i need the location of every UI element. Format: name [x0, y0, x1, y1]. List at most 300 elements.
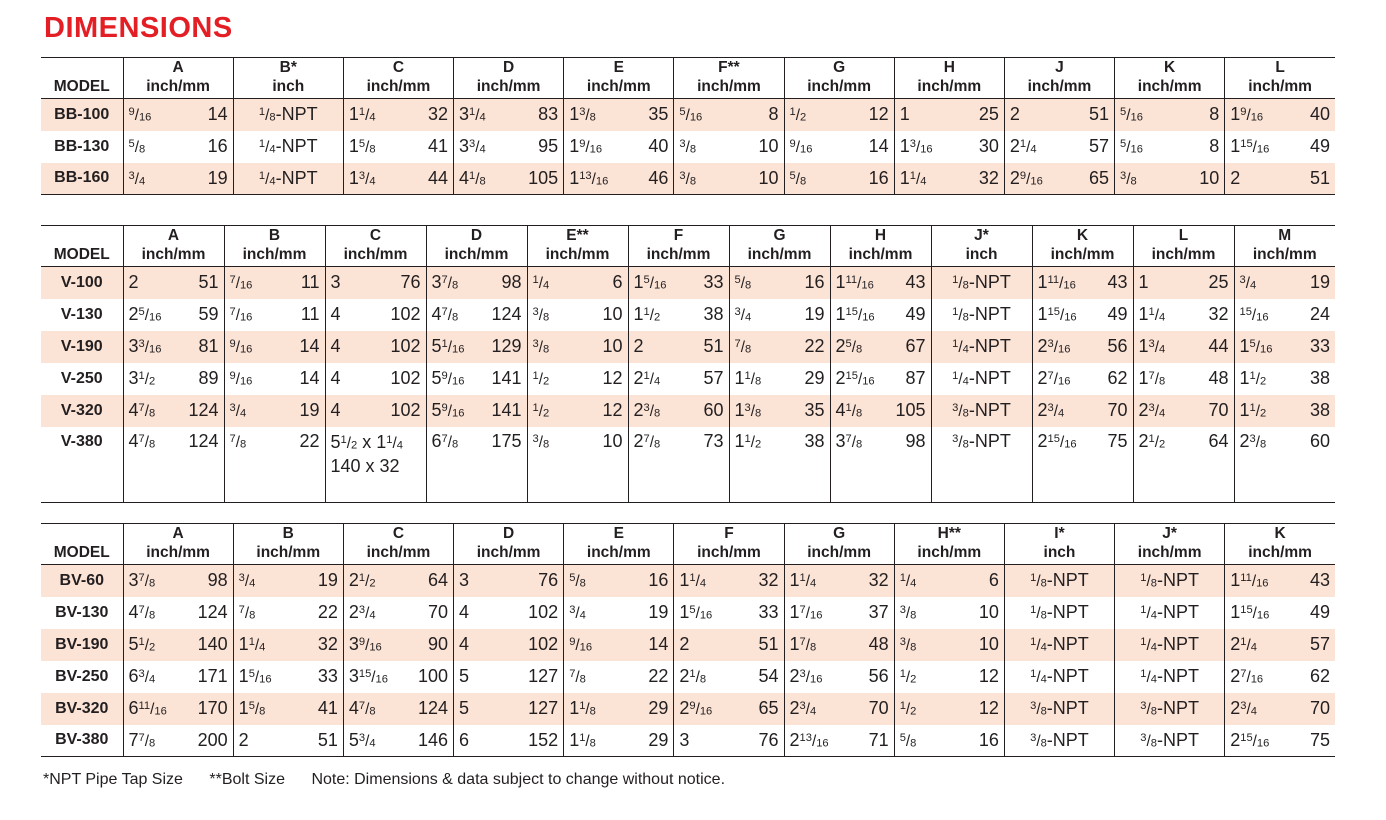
inch-value: 4 [459, 634, 470, 654]
inch-value: $^5/_8$ [899, 731, 917, 750]
npt-value: $^3/_8$-NPT [1030, 698, 1089, 718]
table-row [41, 131, 1335, 163]
value-cell [1115, 693, 1225, 725]
mm-value: 41 [317, 698, 338, 718]
value-cell [1234, 331, 1335, 363]
mm-value: 24 [1309, 304, 1330, 324]
inch-value: $^7/_8$ [238, 603, 256, 622]
value-cell [233, 629, 343, 661]
table-row [41, 629, 1335, 661]
inch-value: $1^5/_{16}$ [1239, 336, 1273, 356]
value-cell [931, 331, 1032, 363]
model-column-header: MODEL [41, 58, 123, 99]
table-row [41, 99, 1335, 131]
value-cell [454, 131, 564, 163]
column-letter: L [1275, 59, 1285, 76]
inch-value: 2 [1009, 104, 1020, 125]
mm-value: 6 [988, 570, 999, 591]
value-cell [894, 163, 1004, 195]
column-letter: H [874, 227, 887, 244]
value-cell [1004, 163, 1114, 195]
mm-value: 10 [1199, 167, 1220, 188]
value-cell [894, 629, 1004, 661]
value-cell [343, 629, 453, 661]
model-cell: V-250 [60, 369, 103, 387]
column-unit: inch/mm [586, 544, 651, 561]
inch-value: 2 [238, 729, 249, 750]
model-column-header: MODEL [41, 524, 123, 565]
value-cell [628, 363, 729, 395]
mm-value: 56 [1107, 336, 1128, 356]
value-cell [123, 131, 233, 163]
mm-value: 25 [1208, 272, 1229, 293]
column-header-4 [564, 58, 674, 99]
mm-value: 170 [197, 698, 228, 718]
inch-value: $^1/_2$ [532, 369, 550, 388]
value-cell [325, 363, 426, 395]
value-cell [343, 693, 453, 725]
value-cell [454, 725, 564, 757]
column-letter: A [172, 525, 184, 542]
inch-value: $^7/_8$ [734, 337, 752, 356]
inch-value: $1^{13}/_{16}$ [569, 167, 609, 188]
value-cell [454, 629, 564, 661]
mm-value: 12 [978, 666, 999, 686]
npt-value: $^1/_4$-NPT [1140, 666, 1199, 686]
value-cell [674, 99, 784, 131]
column-letter: H** [937, 525, 961, 542]
inch-value: $^9/_{16}$ [128, 106, 152, 125]
dimensions-table-bb [41, 57, 1335, 195]
mm-value: 62 [1107, 368, 1128, 388]
mm-value: 124 [491, 304, 522, 324]
inch-value: $^3/_8$ [532, 337, 550, 356]
mm-value: 19 [648, 602, 669, 622]
inch-value: 4 [459, 602, 470, 622]
column-header-10 [1225, 524, 1335, 565]
inch-value: $^1/_2$ [899, 699, 917, 718]
inch-value: $4^7/_8$ [348, 698, 376, 718]
value-cell [830, 395, 931, 427]
inch-value: $1^3/_8$ [734, 400, 762, 420]
value-cell [1234, 299, 1335, 331]
column-letter: J* [1162, 525, 1177, 542]
value-cell [1225, 565, 1335, 597]
value-cell [1115, 131, 1225, 163]
column-header-4 [527, 226, 628, 267]
table-row [41, 363, 1335, 395]
value-cell [1225, 725, 1335, 757]
inch-value: $^1/_4$ [899, 572, 917, 591]
inch-value: 6 [459, 729, 470, 750]
column-header-8 [931, 226, 1032, 267]
value-cell [343, 99, 453, 131]
mm-value: 64 [427, 570, 449, 591]
value-cell [564, 693, 674, 725]
column-unit: inch/mm [256, 544, 321, 561]
mm-value: 14 [648, 634, 669, 654]
column-unit: inch/mm [242, 246, 307, 263]
mm-value: 41 [427, 136, 449, 156]
model-cell: BB-160 [41, 163, 123, 195]
value-cell [628, 427, 729, 503]
inch-value: $^3/_8$ [899, 635, 917, 654]
mm-value: 200 [197, 729, 228, 750]
inch-value: $^5/_{16}$ [679, 106, 703, 125]
mm-value: 19 [804, 304, 825, 324]
mm-value: 70 [427, 602, 449, 622]
inch-value: 4 [330, 368, 341, 388]
mm-value: 54 [758, 666, 779, 686]
mm-value: 102 [528, 634, 559, 654]
mm-value: 19 [299, 400, 320, 420]
mm-value: 49 [1107, 304, 1128, 324]
inch-value: $1^1/_8$ [569, 698, 596, 718]
column-letter: D [470, 227, 483, 244]
value-cell [564, 597, 674, 629]
footnote-note: Note: Dimensions & data subject to change without notice. [311, 771, 726, 788]
model-column-header: MODEL [41, 226, 123, 267]
value-cell [123, 565, 233, 597]
inch-value: $3^7/_8$ [431, 272, 459, 293]
npt-value: $^1/_4$-NPT [258, 167, 318, 188]
column-unit: inch/mm [917, 544, 982, 561]
value-cell [224, 427, 325, 503]
inch-value: $^3/_8$ [899, 603, 917, 622]
value-cell [1004, 597, 1114, 629]
column-header-9 [1115, 58, 1225, 99]
value-cell [830, 267, 931, 299]
mm-value: 141 [491, 400, 522, 420]
value-cell [564, 131, 674, 163]
inch-value: $1^{15}/_{16}$ [1230, 136, 1270, 156]
mm-value: 25 [978, 104, 999, 125]
value-cell [527, 395, 628, 427]
mm-value: 76 [400, 272, 421, 293]
mm-value: 30 [978, 136, 999, 156]
mm-value: 22 [299, 430, 320, 451]
table-row [41, 299, 1335, 331]
mm-value: 127 [528, 666, 559, 686]
mm-value: 89 [198, 368, 219, 388]
column-unit: inch/mm [646, 246, 711, 263]
value-cell [1032, 267, 1133, 299]
value-cell [564, 629, 674, 661]
mm-value: 19 [1309, 272, 1330, 293]
mm-value: 127 [528, 698, 559, 718]
inch-value: $^5/_8$ [734, 274, 752, 293]
mm-value: 10 [978, 634, 999, 654]
mm-value: 140 x 32 [330, 455, 400, 476]
value-cell [123, 597, 233, 629]
value-cell [454, 693, 564, 725]
mm-value: 32 [978, 167, 999, 188]
inch-value: $^1/_2$ [532, 401, 550, 420]
value-cell [343, 565, 453, 597]
value-cell [1225, 661, 1335, 693]
inch-value: $5^3/_4$ [348, 729, 376, 750]
table-row [41, 267, 1335, 299]
mm-value: 98 [501, 272, 522, 293]
column-header-7 [830, 226, 931, 267]
table-row [41, 725, 1335, 757]
mm-value: 8 [768, 104, 779, 125]
mm-value: 152 [528, 729, 559, 750]
column-unit: inch/mm [1027, 78, 1092, 95]
inch-value: $1^1/_4$ [348, 104, 376, 125]
dimensions-table-v [41, 225, 1335, 503]
mm-value: 38 [703, 304, 724, 324]
model-cell: BV-320 [41, 693, 123, 725]
column-letter: J [1055, 59, 1064, 76]
mm-value: 14 [299, 336, 320, 356]
mm-value: 49 [1309, 136, 1330, 156]
value-cell [830, 427, 931, 503]
value-cell [628, 331, 729, 363]
value-cell [527, 267, 628, 299]
value-cell [674, 131, 784, 163]
inch-value: $2^3/_4$ [1138, 400, 1166, 420]
value-cell [1133, 363, 1234, 395]
inch-value: $2^1/_2$ [348, 570, 376, 591]
mm-value: 62 [1309, 666, 1330, 686]
value-cell [1225, 99, 1335, 131]
value-cell [123, 693, 233, 725]
value-cell [123, 363, 224, 395]
value-cell [224, 395, 325, 427]
value-cell [454, 661, 564, 693]
column-header-3 [454, 58, 564, 99]
mm-value: 70 [1107, 400, 1128, 420]
inch-value: $1^1/_2$ [633, 304, 661, 324]
inch-value: $1^1/_4$ [1138, 304, 1166, 324]
inch-value: $^{15}/_{16}$ [1239, 305, 1269, 324]
column-letter: F [724, 525, 734, 542]
mm-value: 83 [538, 104, 559, 125]
inch-value: $2^3/_{16}$ [1037, 336, 1071, 356]
inch-value: $2^3/_4$ [1037, 400, 1065, 420]
npt-value: $^1/_8$-NPT [258, 104, 318, 125]
mm-value: 10 [602, 336, 623, 356]
mm-value: 32 [427, 104, 449, 125]
inch-value: 4 [330, 304, 341, 324]
mm-value: 51 [198, 272, 219, 293]
inch-value: $2^3/_4$ [348, 602, 376, 622]
column-letter: M [1278, 227, 1292, 244]
inch-value: 5 [459, 666, 470, 686]
value-cell [224, 363, 325, 395]
value-cell [674, 661, 784, 693]
mm-value: 51 [317, 729, 338, 750]
inch-value: 4 [330, 336, 341, 356]
inch-value: $2^7/_8$ [633, 430, 661, 451]
inch-value: $^5/_8$ [569, 572, 586, 591]
column-unit: inch/mm [917, 78, 982, 95]
mm-value: 40 [648, 136, 669, 156]
value-cell [325, 267, 426, 299]
value-cell [729, 395, 830, 427]
table-row [41, 565, 1335, 597]
npt-value: $^3/_8$-NPT [952, 400, 1011, 420]
inch-value: $1^9/_{16}$ [1230, 104, 1264, 125]
column-header-8 [1004, 58, 1114, 99]
column-letter: D [503, 59, 515, 76]
mm-value: 32 [1208, 304, 1229, 324]
mm-value: 124 [188, 400, 219, 420]
mm-value: 46 [648, 167, 669, 188]
inch-value: 1 [899, 104, 910, 125]
column-header-7 [894, 524, 1004, 565]
inch-value: $3^1/_4$ [459, 104, 486, 125]
inch-value: $2^3/_4$ [1230, 698, 1257, 718]
mm-value: 67 [905, 336, 926, 356]
value-cell [224, 299, 325, 331]
inch-value: $1^5/_{16}$ [633, 272, 667, 293]
mm-value: 38 [804, 430, 825, 451]
value-cell [674, 565, 784, 597]
value-cell [1004, 693, 1114, 725]
column-header-9 [1115, 524, 1225, 565]
inch-value: $1^{11}/_{16}$ [1230, 570, 1269, 591]
inch-value: $1^7/_8$ [1138, 368, 1166, 388]
inch-value: $3^{15}/_{16}$ [348, 666, 388, 686]
value-cell [224, 331, 325, 363]
mm-value: 51 [758, 634, 779, 654]
model-cell: BV-60 [41, 565, 123, 597]
inch-value: $5^9/_{16}$ [431, 400, 465, 420]
inch-value: $1^7/_{16}$ [789, 602, 823, 622]
inch-value: $3^9/_{16}$ [348, 634, 382, 654]
column-header-5 [628, 226, 729, 267]
value-cell [1004, 99, 1114, 131]
value-cell [1004, 725, 1114, 757]
model-cell: V-380 [41, 427, 123, 503]
model-cell: BB-130 [54, 137, 110, 155]
inch-value: $^3/_4$ [128, 169, 146, 188]
inch-value: $3^7/_8$ [128, 570, 156, 591]
value-cell [1004, 131, 1114, 163]
mm-value: 19 [317, 570, 338, 591]
value-cell [1133, 427, 1234, 503]
column-unit: inch/mm [747, 246, 812, 263]
mm-value: 16 [207, 136, 228, 156]
column-unit: inch/mm [586, 78, 651, 95]
value-cell [1115, 565, 1225, 597]
value-cell [1115, 629, 1225, 661]
column-header-1 [233, 524, 343, 565]
value-cell [1032, 331, 1133, 363]
model-cell: BV-250 [55, 667, 109, 685]
value-cell [674, 163, 784, 195]
value-cell [123, 331, 224, 363]
value-cell [1133, 331, 1234, 363]
value-cell [233, 597, 343, 629]
mm-value: 105 [528, 167, 559, 188]
inch-value: $1^5/_8$ [238, 698, 266, 718]
value-cell [729, 267, 830, 299]
value-cell [325, 331, 426, 363]
inch-value: 2 [1230, 167, 1241, 188]
value-cell [233, 99, 343, 131]
inch-value: $^5/_{16}$ [1120, 137, 1143, 156]
column-letter: F [673, 227, 684, 244]
inch-value: $^3/_8$ [532, 305, 550, 324]
mm-value: 16 [648, 570, 669, 591]
inch-value: $2^1/_4$ [1009, 136, 1037, 156]
column-unit: inch/mm [1137, 78, 1202, 95]
value-cell [830, 331, 931, 363]
inch-value: $3^1/_2$ [128, 368, 156, 388]
value-cell [729, 427, 830, 503]
mm-value: 32 [758, 570, 779, 591]
mm-value: 38 [1309, 368, 1330, 388]
column-unit: inch/mm [146, 78, 210, 95]
inch-value: $2^{13}/_{16}$ [789, 729, 829, 750]
mm-value: 10 [602, 304, 623, 324]
value-cell [343, 163, 453, 195]
mm-value: 98 [207, 570, 228, 591]
value-cell [233, 163, 343, 195]
inch-value: $2^7/_{16}$ [1037, 368, 1071, 388]
column-unit: inch/mm [697, 544, 761, 561]
column-unit: inch [272, 78, 305, 95]
mm-value: 105 [895, 400, 926, 420]
inch-value: $^7/_8$ [229, 432, 247, 451]
value-cell [426, 395, 527, 427]
npt-value: $^1/_4$-NPT [952, 336, 1011, 356]
column-letter: K [1274, 525, 1286, 542]
column-letter: A [172, 59, 184, 76]
column-unit: inch/mm [366, 78, 431, 95]
column-header-1 [233, 58, 343, 99]
value-cell [233, 661, 343, 693]
column-header-9 [1032, 226, 1133, 267]
mm-value: 100 [417, 666, 449, 686]
value-cell [123, 395, 224, 427]
column-unit: inch [965, 246, 998, 263]
column-letter: E [613, 525, 624, 542]
mm-value: 11 [300, 304, 320, 324]
value-cell [1234, 395, 1335, 427]
mm-value: 57 [1089, 136, 1110, 156]
mm-value: 22 [317, 602, 338, 622]
value-cell [894, 597, 1004, 629]
value-cell [1133, 395, 1234, 427]
inch-value: $2^7/_{16}$ [1230, 666, 1264, 686]
inch-value: $1^1/_8$ [569, 729, 596, 750]
inch-value: 1 [1138, 272, 1149, 293]
value-cell [123, 427, 224, 503]
inch-value: $1^5/_{16}$ [238, 666, 272, 686]
column-header-0 [123, 226, 224, 267]
inch-value: $^3/_8$ [679, 169, 697, 188]
inch-value: $1^{15}/_{16}$ [1037, 304, 1077, 324]
value-cell [784, 597, 894, 629]
dimensions-table-bv [41, 523, 1335, 757]
inch-value: $2^{15}/_{16}$ [1037, 430, 1077, 451]
value-cell [564, 163, 674, 195]
inch-value: $3^3/_4$ [459, 136, 486, 156]
value-cell [527, 427, 628, 503]
column-letter: G [773, 227, 786, 244]
column-unit: inch/mm [444, 246, 509, 263]
mm-value: 102 [390, 304, 421, 324]
column-letter: B [268, 227, 281, 244]
value-cell [931, 395, 1032, 427]
column-letter: E** [566, 227, 589, 244]
npt-value: $^1/_4$-NPT [1140, 602, 1199, 622]
inch-value: $1^{15}/_{16}$ [835, 304, 875, 324]
